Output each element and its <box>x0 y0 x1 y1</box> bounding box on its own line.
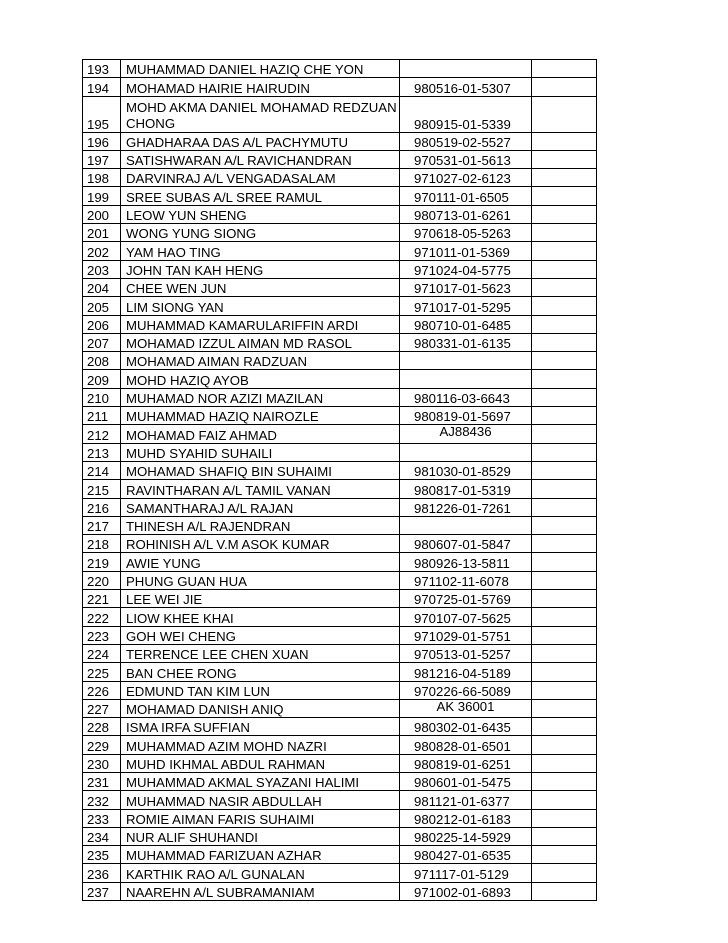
student-name: DARVINRAJ A/L VENGADASALAM <box>121 169 400 187</box>
blank-cell <box>532 78 597 96</box>
row-number: 225 <box>83 663 121 681</box>
row-number: 219 <box>83 553 121 571</box>
student-id-number: 970725-01-5769 <box>400 590 532 608</box>
student-name: MUHAMMAD AZIM MOHD NAZRI <box>121 736 400 754</box>
student-name: ROMIE AIMAN FARIS SUHAIMI <box>121 809 400 827</box>
student-id-number: 980819-01-5697 <box>400 407 532 425</box>
student-id-number: 980713-01-6261 <box>400 205 532 223</box>
student-id-number: 980427-01-6535 <box>400 846 532 864</box>
row-number: 197 <box>83 150 121 168</box>
student-name: NUR ALIF SHUHANDI <box>121 827 400 845</box>
student-id-number: 971027-02-6123 <box>400 169 532 187</box>
blank-cell <box>532 681 597 699</box>
student-id-number: 980819-01-6251 <box>400 754 532 772</box>
blank-cell <box>532 480 597 498</box>
table-row <box>83 352 597 370</box>
student-id-number: 980601-01-5475 <box>400 772 532 790</box>
blank-cell <box>532 315 597 333</box>
table-row <box>83 187 597 205</box>
student-id-number <box>400 352 532 370</box>
student-name: MOHAMAD IZZUL AIMAN MD RASOL <box>121 333 400 351</box>
student-name: MUHD SYAHID SUHAILI <box>121 443 400 461</box>
blank-cell <box>532 169 597 187</box>
student-name: EDMUND TAN KIM LUN <box>121 681 400 699</box>
table-row <box>83 370 597 388</box>
student-id-number: 980817-01-5319 <box>400 480 532 498</box>
student-name: THINESH A/L RAJENDRAN <box>121 516 400 534</box>
row-number: 194 <box>83 78 121 96</box>
table-row <box>83 278 597 296</box>
student-id-number: 981030-01-8529 <box>400 461 532 479</box>
student-name: AWIE YUNG <box>121 553 400 571</box>
blank-cell <box>532 827 597 845</box>
row-number: 207 <box>83 333 121 351</box>
blank-cell <box>532 571 597 589</box>
table-row <box>83 736 597 754</box>
table-row <box>83 132 597 150</box>
student-name: MOHAMAD HAIRIE HAIRUDIN <box>121 78 400 96</box>
table-row <box>83 864 597 882</box>
table-row <box>83 571 597 589</box>
table-row <box>83 242 597 260</box>
blank-cell <box>532 736 597 754</box>
table-row <box>83 663 597 681</box>
student-id-number: 980516-01-5307 <box>400 78 532 96</box>
student-name: MUHAMMAD NASIR ABDULLAH <box>121 791 400 809</box>
student-id-number: 980710-01-6485 <box>400 315 532 333</box>
student-name: ISMA IRFA SUFFIAN <box>121 718 400 736</box>
student-id-number: 970226-66-5089 <box>400 681 532 699</box>
row-number: 210 <box>83 388 121 406</box>
blank-cell <box>532 498 597 516</box>
student-id-number: 980116-03-6643 <box>400 388 532 406</box>
blank-cell <box>532 663 597 681</box>
table-row <box>83 388 597 406</box>
row-number: 212 <box>83 425 121 443</box>
blank-cell <box>532 278 597 296</box>
row-number: 221 <box>83 590 121 608</box>
row-number: 193 <box>83 60 121 78</box>
table-row <box>83 699 597 717</box>
table-row <box>83 772 597 790</box>
table-row <box>83 425 597 443</box>
blank-cell <box>532 425 597 443</box>
table-row <box>83 480 597 498</box>
table-row <box>83 333 597 351</box>
student-list-table <box>82 59 597 901</box>
row-number: 202 <box>83 242 121 260</box>
blank-cell <box>532 644 597 662</box>
table-row <box>83 608 597 626</box>
student-id-number: 970618-05-5263 <box>400 224 532 242</box>
row-number: 196 <box>83 132 121 150</box>
row-number: 236 <box>83 864 121 882</box>
student-id-number: 971102-11-6078 <box>400 571 532 589</box>
row-number: 218 <box>83 535 121 553</box>
blank-cell <box>532 407 597 425</box>
blank-cell <box>532 791 597 809</box>
student-name: MOHAMAD FAIZ AHMAD <box>121 425 400 443</box>
table-row <box>83 791 597 809</box>
blank-cell <box>532 590 597 608</box>
table-row <box>83 407 597 425</box>
row-number: 200 <box>83 205 121 223</box>
row-number: 237 <box>83 882 121 900</box>
table-row <box>83 516 597 534</box>
table-row <box>83 590 597 608</box>
table-row <box>83 882 597 900</box>
student-id-number: 971017-01-5623 <box>400 278 532 296</box>
table-row <box>83 498 597 516</box>
student-id-number: 980519-02-5527 <box>400 132 532 150</box>
student-id-number: 980225-14-5929 <box>400 827 532 845</box>
student-id-number: 970513-01-5257 <box>400 644 532 662</box>
row-number: 211 <box>83 407 121 425</box>
student-id-number: 971029-01-5751 <box>400 626 532 644</box>
blank-cell <box>532 809 597 827</box>
row-number: 234 <box>83 827 121 845</box>
blank-cell <box>532 772 597 790</box>
table-row <box>83 846 597 864</box>
student-name: LEOW YUN SHENG <box>121 205 400 223</box>
blank-cell <box>532 846 597 864</box>
table-row <box>83 224 597 242</box>
blank-cell <box>532 224 597 242</box>
blank-cell <box>532 864 597 882</box>
table-row <box>83 681 597 699</box>
student-id-number: 981121-01-6377 <box>400 791 532 809</box>
student-name: GHADHARAA DAS A/L PACHYMUTU <box>121 132 400 150</box>
student-name: MOHAMAD SHAFIQ BIN SUHAIMI <box>121 461 400 479</box>
table-row <box>83 205 597 223</box>
blank-cell <box>532 388 597 406</box>
blank-cell <box>532 882 597 900</box>
student-id-number: 980828-01-6501 <box>400 736 532 754</box>
student-name: MOHD HAZIQ AYOB <box>121 370 400 388</box>
student-id-number <box>400 516 532 534</box>
table-row <box>83 260 597 278</box>
student-name: WONG YUNG SIONG <box>121 224 400 242</box>
blank-cell <box>532 132 597 150</box>
student-id-number <box>400 60 532 78</box>
blank-cell <box>532 150 597 168</box>
table-row <box>83 315 597 333</box>
row-number: 217 <box>83 516 121 534</box>
student-name: MUHAMMAD AKMAL SYAZANI HALIMI <box>121 772 400 790</box>
table-row <box>83 827 597 845</box>
student-name: TERRENCE LEE CHEN XUAN <box>121 644 400 662</box>
table-row <box>83 718 597 736</box>
student-name: SREE SUBAS A/L SREE RAMUL <box>121 187 400 205</box>
student-name: SAMANTHARAJ A/L RAJAN <box>121 498 400 516</box>
row-number: 213 <box>83 443 121 461</box>
blank-cell <box>532 187 597 205</box>
table-row <box>83 809 597 827</box>
table-row <box>83 754 597 772</box>
blank-cell <box>532 553 597 571</box>
student-name: NAAREHN A/L SUBRAMANIAM <box>121 882 400 900</box>
student-id-number: 980212-01-6183 <box>400 809 532 827</box>
row-number: 204 <box>83 278 121 296</box>
student-name: SATISHWARAN A/L RAVICHANDRAN <box>121 150 400 168</box>
table-row <box>83 60 597 78</box>
student-id-number: 980302-01-6435 <box>400 718 532 736</box>
row-number: 226 <box>83 681 121 699</box>
student-id-number: 971117-01-5129 <box>400 864 532 882</box>
student-name: YAM HAO TING <box>121 242 400 260</box>
student-name: MUHD IKHMAL ABDUL RAHMAN <box>121 754 400 772</box>
row-number: 235 <box>83 846 121 864</box>
table-row <box>83 535 597 553</box>
blank-cell <box>532 718 597 736</box>
table-row <box>83 150 597 168</box>
row-number: 198 <box>83 169 121 187</box>
table-row <box>83 78 597 96</box>
student-name: MOHAMAD DANISH ANIQ <box>121 699 400 717</box>
table-row <box>83 297 597 315</box>
blank-cell <box>532 352 597 370</box>
student-name: MUHAMMAD DANIEL HAZIQ CHE YON <box>121 60 400 78</box>
row-number: 227 <box>83 699 121 717</box>
table-row <box>83 626 597 644</box>
row-number: 224 <box>83 644 121 662</box>
row-number: 208 <box>83 352 121 370</box>
blank-cell <box>532 205 597 223</box>
student-name: MUHAMMAD FARIZUAN AZHAR <box>121 846 400 864</box>
student-name: MOHD AKMA DANIEL MOHAMAD REDZUAN CHONG <box>121 96 400 132</box>
student-list-body <box>83 60 597 901</box>
student-id-number: AK 36001 <box>400 699 532 717</box>
student-name: ROHINISH A/L V.M ASOK KUMAR <box>121 535 400 553</box>
student-name: LIOW KHEE KHAI <box>121 608 400 626</box>
row-number: 214 <box>83 461 121 479</box>
blank-cell <box>532 333 597 351</box>
table-row <box>83 644 597 662</box>
row-number: 228 <box>83 718 121 736</box>
row-number: 223 <box>83 626 121 644</box>
blank-cell <box>532 699 597 717</box>
student-id-number: 980331-01-6135 <box>400 333 532 351</box>
student-id-number: 980915-01-5339 <box>400 96 532 132</box>
student-name: MUHAMMAD HAZIQ NAIROZLE <box>121 407 400 425</box>
table-row <box>83 169 597 187</box>
blank-cell <box>532 96 597 132</box>
student-id-number: 971011-01-5369 <box>400 242 532 260</box>
student-name: GOH WEI CHENG <box>121 626 400 644</box>
student-id-number: AJ88436 <box>400 425 532 443</box>
student-id-number: 981216-04-5189 <box>400 663 532 681</box>
blank-cell <box>532 443 597 461</box>
student-name: JOHN TAN KAH HENG <box>121 260 400 278</box>
row-number: 233 <box>83 809 121 827</box>
student-id-number: 980607-01-5847 <box>400 535 532 553</box>
student-id-number: 970107-07-5625 <box>400 608 532 626</box>
row-number: 216 <box>83 498 121 516</box>
blank-cell <box>532 260 597 278</box>
student-name: MUHAMMAD KAMARULARIFFIN ARDI <box>121 315 400 333</box>
student-name: CHEE WEN JUN <box>121 278 400 296</box>
student-name: KARTHIK RAO A/L GUNALAN <box>121 864 400 882</box>
row-number: 231 <box>83 772 121 790</box>
row-number: 222 <box>83 608 121 626</box>
row-number: 206 <box>83 315 121 333</box>
student-name: PHUNG GUAN HUA <box>121 571 400 589</box>
row-number: 201 <box>83 224 121 242</box>
blank-cell <box>532 608 597 626</box>
student-name: LIM SIONG YAN <box>121 297 400 315</box>
row-number: 205 <box>83 297 121 315</box>
student-id-number: 971024-04-5775 <box>400 260 532 278</box>
blank-cell <box>532 626 597 644</box>
blank-cell <box>532 754 597 772</box>
blank-cell <box>532 461 597 479</box>
student-name: MUHAMAD NOR AZIZI MAZILAN <box>121 388 400 406</box>
table-row <box>83 96 597 132</box>
row-number: 229 <box>83 736 121 754</box>
student-name: RAVINTHARAN A/L TAMIL VANAN <box>121 480 400 498</box>
table-row <box>83 553 597 571</box>
blank-cell <box>532 516 597 534</box>
table-row <box>83 461 597 479</box>
student-id-number: 981226-01-7261 <box>400 498 532 516</box>
blank-cell <box>532 370 597 388</box>
row-number: 209 <box>83 370 121 388</box>
row-number: 199 <box>83 187 121 205</box>
student-id-number: 970531-01-5613 <box>400 150 532 168</box>
student-name: BAN CHEE RONG <box>121 663 400 681</box>
blank-cell <box>532 535 597 553</box>
row-number: 220 <box>83 571 121 589</box>
table-row <box>83 443 597 461</box>
row-number: 195 <box>83 96 121 132</box>
blank-cell <box>532 60 597 78</box>
student-id-number: 971017-01-5295 <box>400 297 532 315</box>
student-id-number: 970111-01-6505 <box>400 187 532 205</box>
student-id-number <box>400 443 532 461</box>
blank-cell <box>532 297 597 315</box>
row-number: 215 <box>83 480 121 498</box>
row-number: 230 <box>83 754 121 772</box>
row-number: 232 <box>83 791 121 809</box>
student-name: MOHAMAD AIMAN RADZUAN <box>121 352 400 370</box>
student-id-number <box>400 370 532 388</box>
student-id-number: 971002-01-6893 <box>400 882 532 900</box>
row-number: 203 <box>83 260 121 278</box>
student-id-number: 980926-13-5811 <box>400 553 532 571</box>
blank-cell <box>532 242 597 260</box>
student-name: LEE WEI JIE <box>121 590 400 608</box>
